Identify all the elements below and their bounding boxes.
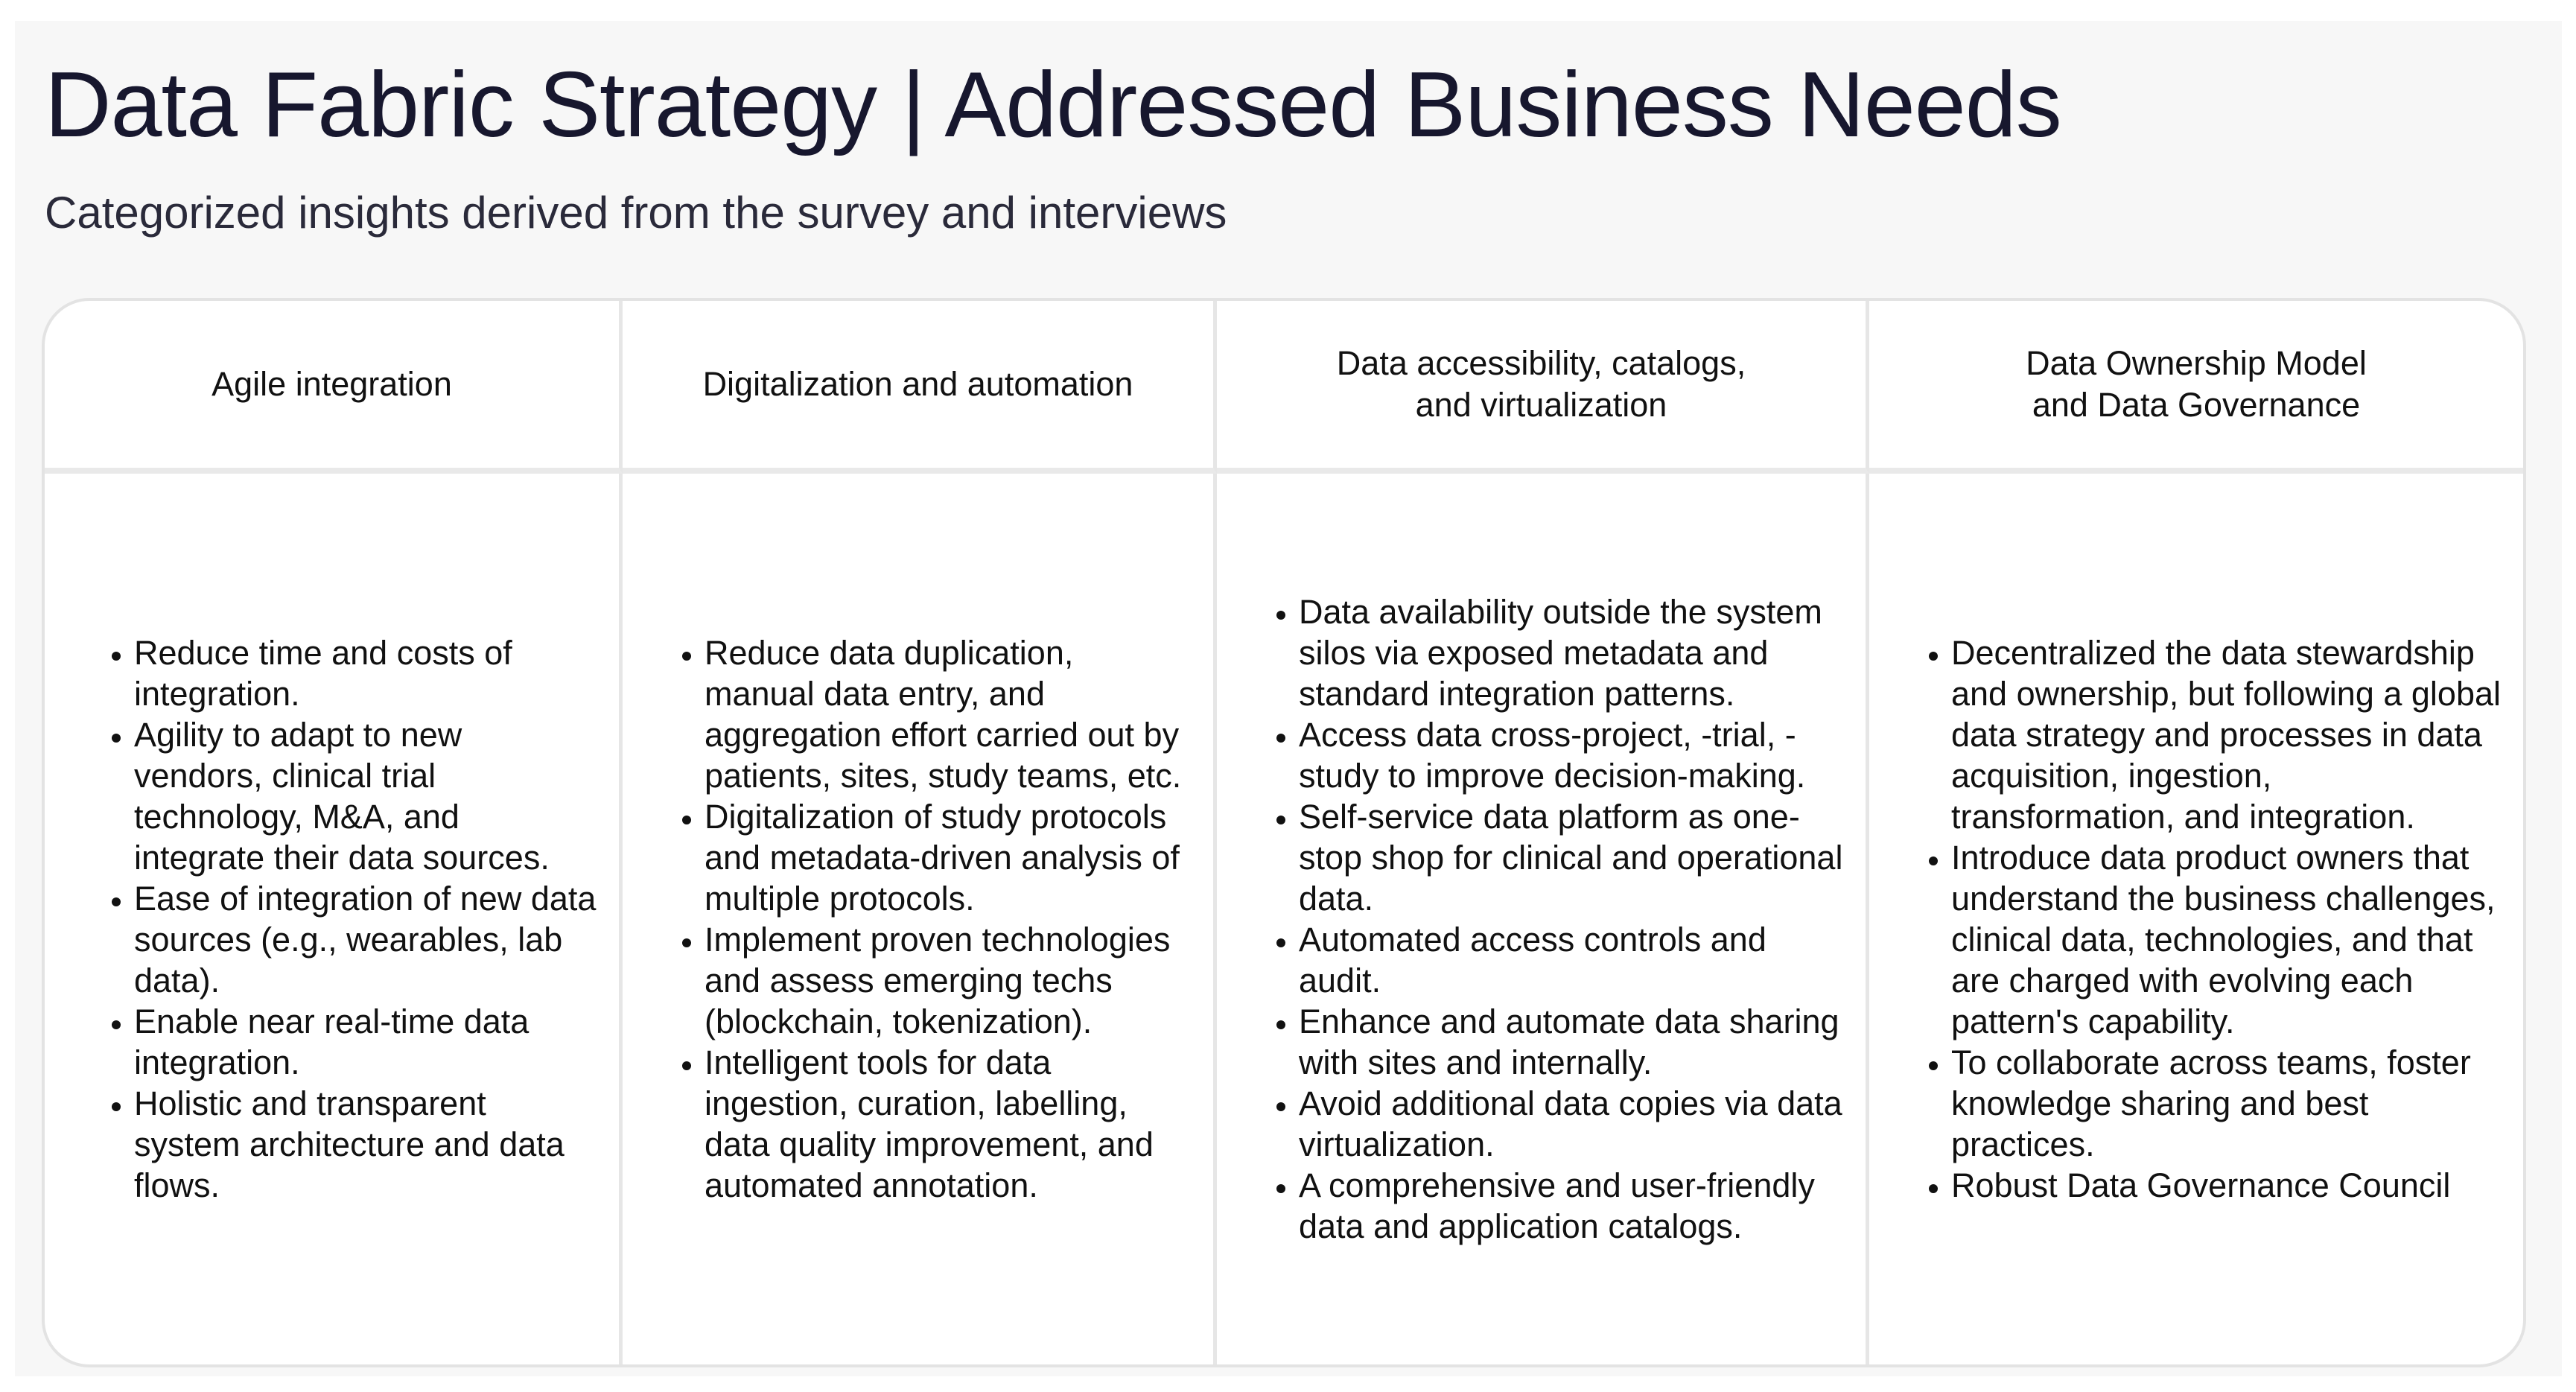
list-item: • Introduce data product owners that understand the business challenges, clinical data, technologies, and that are charged with evolving each pattern's capability. (1951, 837, 2501, 1042)
bullet-list (1914, 632, 2501, 1206)
list-item: • Enhance and automate data sharing with sites and internally. (1299, 1001, 1843, 1083)
list-item: • To collaborate across teams, foster knowledge sharing and best practices. (1951, 1042, 2501, 1165)
column-header-agile-integration (45, 301, 623, 474)
list-item: • Holistic and transparent system architecture and data flows. (134, 1083, 597, 1206)
column-body-data-accessibility (1217, 474, 1869, 1364)
list-item: • Decentralized the data stewardship and ownership, but following a global data strategy and processes in data acquisition, ingestion, transformation, and integration. (1951, 632, 2501, 837)
list-item: • Robust Data Governance Council (1951, 1165, 2501, 1206)
column-header-label: Digitalization and automation (702, 365, 1133, 403)
bullet-list (97, 632, 597, 1206)
list-item: • Ease of integration of new data sources (e.g., wearables, lab data). (134, 878, 597, 1001)
column-body-agile-integration (45, 474, 623, 1364)
list-item: • Avoid additional data copies via data virtualization. (1299, 1083, 1843, 1165)
column-header-label: Agile integration (212, 365, 452, 403)
bullet-list (1262, 591, 1843, 1247)
column-header-label: Data accessibility, catalogs, and virtualization (1336, 344, 1746, 424)
list-item: • Data availability outside the system silos via exposed metadata and standard integration patterns. (1299, 591, 1843, 714)
list-item: • A comprehensive and user-friendly data and application catalogs. (1299, 1165, 1843, 1247)
column-header-digitalization (623, 301, 1217, 474)
list-item: • Enable near real-time data integration. (134, 1001, 597, 1083)
bullet-list (667, 632, 1191, 1206)
column-header-data-accessibility (1217, 301, 1869, 474)
page-subtitle: Categorized insights derived from the survey and interviews (45, 188, 1227, 238)
slide-canvas (15, 21, 2562, 1376)
needs-table (42, 298, 2526, 1367)
list-item: • Automated access controls and audit. (1299, 919, 1843, 1001)
list-item: • Reduce time and costs of integration. (134, 632, 597, 714)
list-item: • Implement proven technologies and assess emerging techs (blockchain, tokenization). (705, 919, 1191, 1042)
list-item: • Intelligent tools for data ingestion, curation, labelling, data quality improvement, and automated annotation. (705, 1042, 1191, 1206)
column-header-label: Data Ownership Model and Data Governance (2026, 344, 2367, 424)
page-title: Data Fabric Strategy | Addressed Business Needs (45, 54, 2061, 156)
list-item: • Access data cross-project, -trial, -study to improve decision-making. (1299, 714, 1843, 796)
column-header-ownership-governance (1869, 301, 2523, 474)
list-item: • Self-service data platform as one-stop shop for clinical and operational data. (1299, 796, 1843, 919)
list-item: • Reduce data duplication, manual data entry, and aggregation effort carried out by patients, sites, study teams, etc. (705, 632, 1191, 796)
column-body-digitalization (623, 474, 1217, 1364)
list-item: • Digitalization of study protocols and metadata-driven analysis of multiple protocols. (705, 796, 1191, 919)
column-body-ownership-governance (1869, 474, 2523, 1364)
list-item: • Agility to adapt to new vendors, clinical trial technology, M&A, and integrate their data sources. (134, 714, 597, 878)
